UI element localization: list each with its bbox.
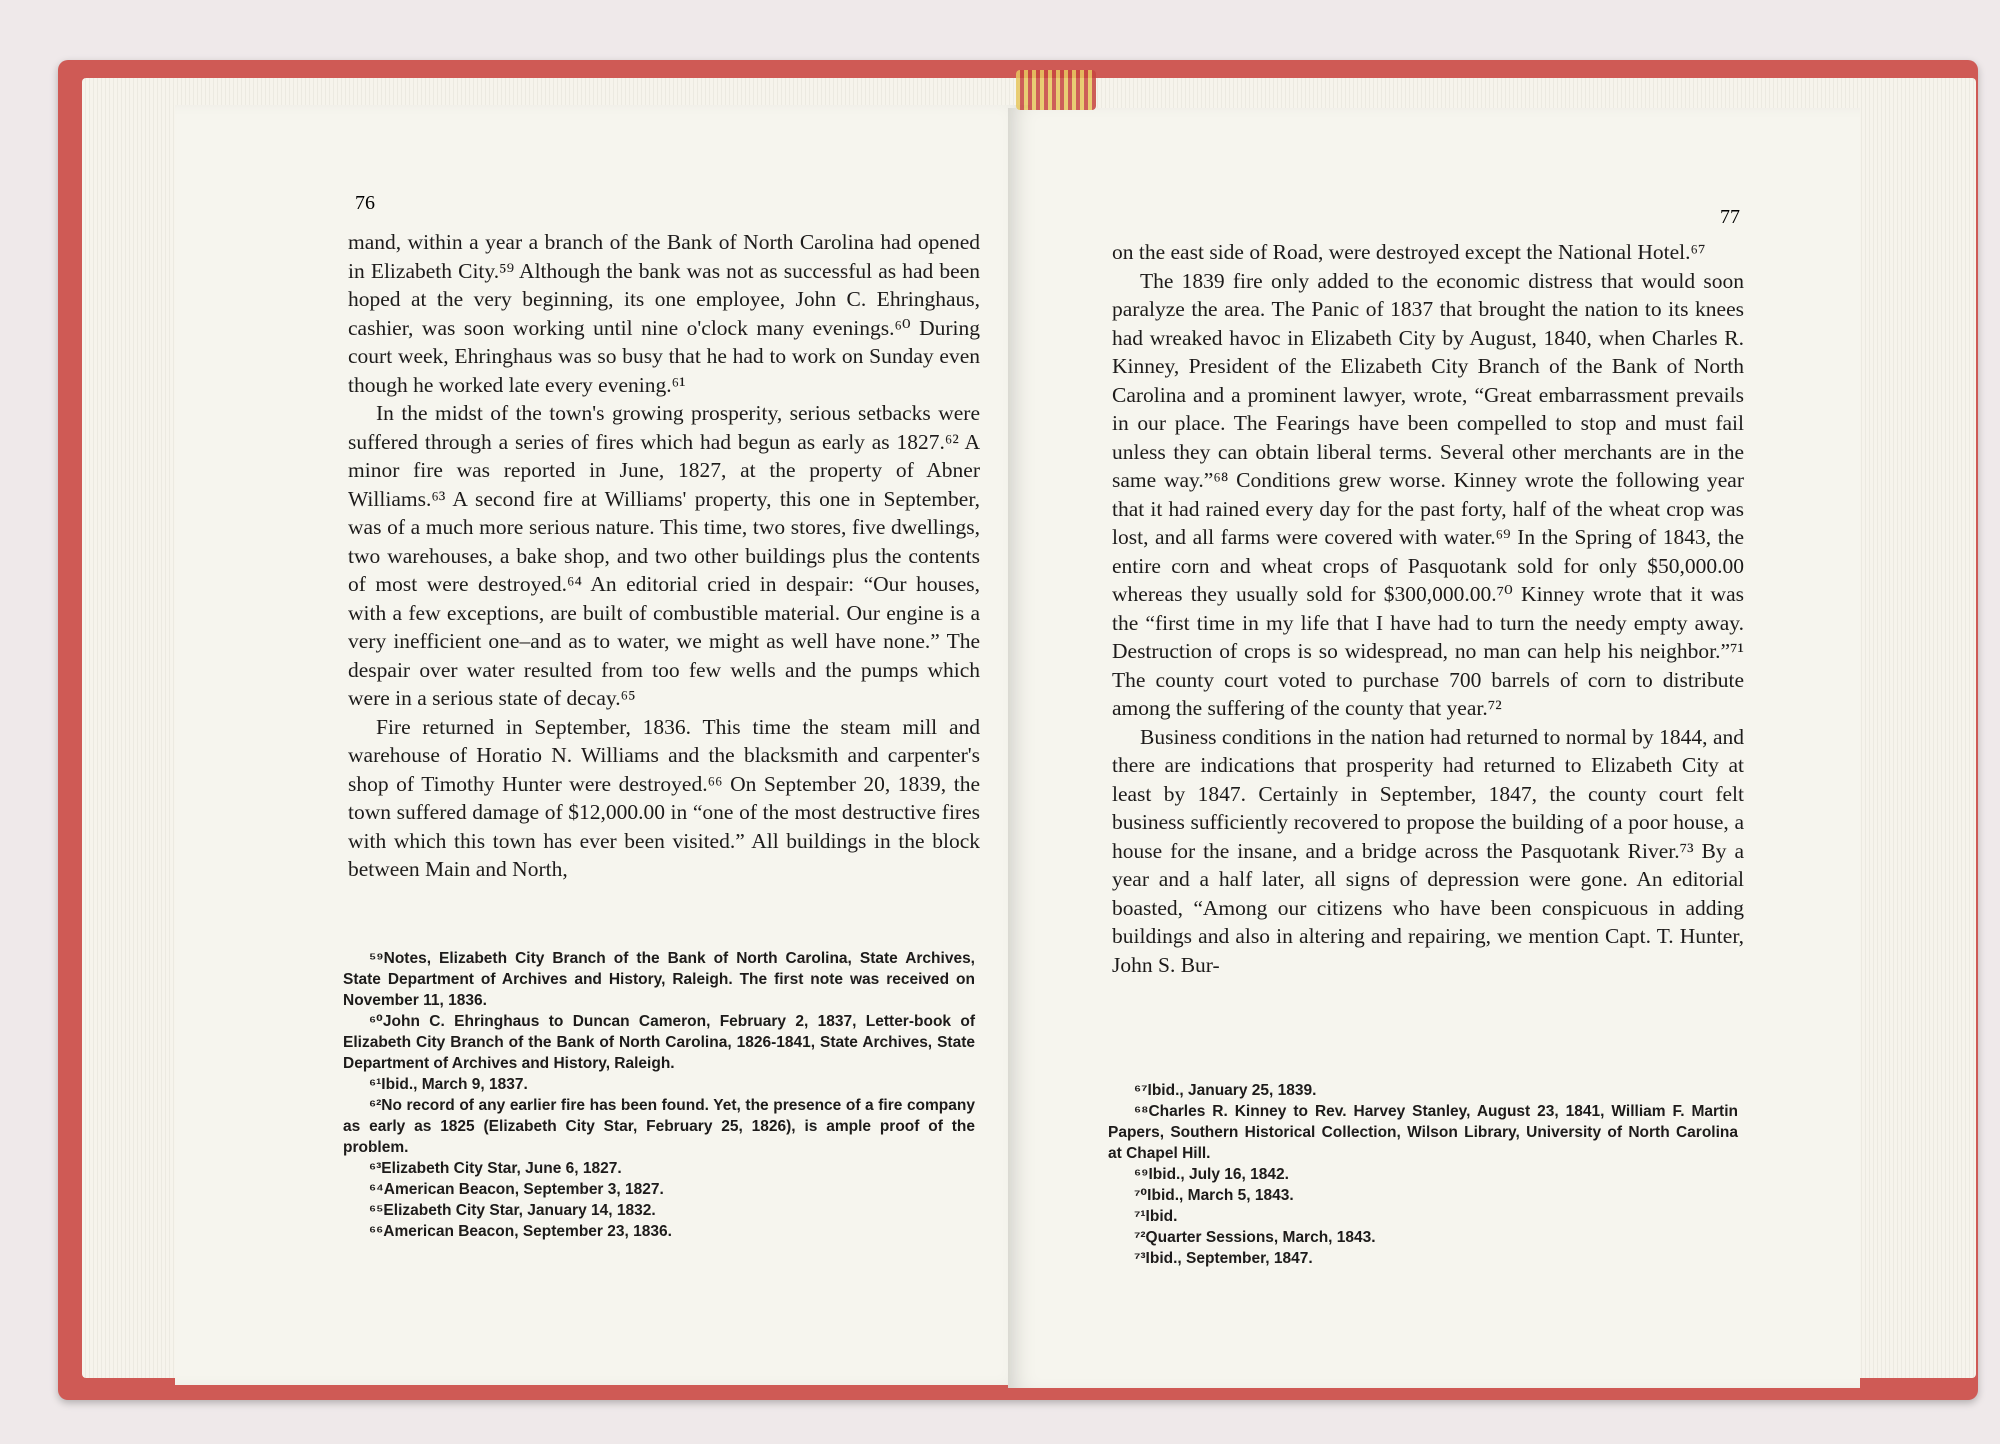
footnote: ⁶⁹Ibid., July 16, 1842.: [1134, 1166, 1289, 1183]
footnote: ⁷²Quarter Sessions, March, 1843.: [1134, 1229, 1376, 1246]
right-page-footnotes: [1108, 1080, 1738, 1269]
footnote: ⁶⁴American Beacon, September 3, 1827.: [369, 1181, 664, 1198]
paragraph: Business conditions in the nation had returned to normal by 1844, and there are indications that prosperity had returned to Elizabeth City at least by 1847. Certainly in September, 1847, the county court felt business sufficiently recovered to propose the building of a poor house, a house for the insane, and a bridge across the Pasquotank River.⁷³ By a year and a half later, all signs of depression were gone. An editorial boasted, “Among our citizens who have been conspicuous in adding buildings and also in altering and repairing, we mention Capt. T. Hunter, John S. Bur-: [1112, 724, 1744, 977]
footnote: ⁶⁶American Beacon, September 23, 1836.: [369, 1223, 672, 1240]
paragraph: on the east side of Road, were destroyed except the National Hotel.⁶⁷: [1112, 240, 1706, 264]
footnote: ⁵⁹Notes, Elizabeth City Branch of the Bank of North Carolina, State Archives, State Department of Archives and History, Raleigh. The first note was received on November 11, 1836.: [343, 950, 975, 1009]
paragraph: mand, within a year a branch of the Bank of North Carolina had opened in Elizabeth City.⁵⁹ Although the bank was not as successful as had been hoped at the very beginning, its one employee, John C. Ehringhaus, cashier, was soon working until nine o'clock many evenings.⁶⁰ During court week, Ehringhaus was so busy that he had to work on Sunday even though he worked late every evening.⁶¹: [348, 230, 980, 397]
spine-headband: [1016, 70, 1096, 110]
page-number-left: 76: [355, 192, 375, 214]
paragraph: In the midst of the town's growing prosperity, serious setbacks were suffered through a series of fires which had begun as early as 1827.⁶² A minor fire was reported in June, 1827, at the property of Abner Williams.⁶³ A second fire at Williams' property, this one in September, was of a much more serious nature. This time, two stores, five dwellings, two warehouses, a bake shop, and two other buildings plus the contents of most were destroyed.⁶⁴ An editorial cried in despair: “Our houses, with a few exceptions, are built of combustible material. Our engine is a very inefficient one–and as to water, we might as well have none.” The despair over water resulted from too few wells and the pumps which were in a serious state of decay.⁶⁵: [348, 401, 980, 710]
footnote: ⁶⁵Elizabeth City Star, January 14, 1832.: [369, 1202, 656, 1219]
footnote: ⁶⁰John C. Ehringhaus to Duncan Cameron, February 2, 1837, Letter-book of Elizabeth City Branch of the Bank of North Carolina, 1826-1841, State Archives, State Department of Archives and History, Raleigh.: [343, 1013, 975, 1072]
left-page-body: [348, 228, 980, 884]
left-page-footnotes: [343, 948, 975, 1242]
footnote: ⁶⁸Charles R. Kinney to Rev. Harvey Stanley, August 23, 1841, William F. Martin Papers, Southern Historical Collection, Wilson Library, University of North Carolina at Chapel Hill.: [1108, 1103, 1738, 1162]
footnote: ⁶¹Ibid., March 9, 1837.: [369, 1076, 528, 1093]
footnote: ⁶²No record of any earlier fire has been found. Yet, the presence of a fire company as early as 1825 (Elizabeth City Star, February 25, 1826), is ample proof of the problem.: [343, 1097, 975, 1156]
footnote: ⁷¹Ibid.: [1134, 1208, 1178, 1225]
paragraph: Fire returned in September, 1836. This time the steam mill and warehouse of Horatio N. Williams and the blacksmith and carpenter's shop of Timothy Hunter were destroyed.⁶⁶ On September 20, 1839, the town suffered damage of $12,000.00 in “one of the most destructive fires with which this town has ever been visited.” All buildings in the block between Main and North,: [348, 714, 980, 881]
footnote: ⁷⁰Ibid., March 5, 1843.: [1134, 1187, 1294, 1204]
footnote: ⁶³Elizabeth City Star, June 6, 1827.: [369, 1160, 622, 1177]
footnote: ⁷³Ibid., September, 1847.: [1134, 1250, 1313, 1267]
paragraph: The 1839 fire only added to the economic distress that would soon paralyze the area. The Panic of 1837 that brought the nation to its knees had wreaked havoc in Elizabeth City by August, 1840, when Charles R. Kinney, President of the Elizabeth City Branch of the Bank of North Carolina and a prominent lawyer, wrote, “Great embarrassment prevails in our place. The Fearings have been compelled to stop and must fail unless they can obtain liberal terms. Several other merchants are in the same way.”⁶⁸ Conditions grew worse. Kinney wrote the following year that it had rained every day for the past forty, half of the wheat crop was lost, and all farms were covered with water.⁶⁹ In the Spring of 1843, the entire corn and wheat crops of Pasquotank sold for only $50,000.00 whereas they usually sold for $300,000.00.⁷⁰ Kinney wrote that it was the “first time in my life that I have had to turn the needy empty away. Destruction of crops is so widespread, no man can help his neighbor.”⁷¹ The county court voted to purchase 700 barrels of corn to distribute among the suffering of the county that year.⁷²: [1112, 268, 1744, 720]
right-page-body: [1112, 238, 1744, 979]
page-number-right: 77: [1720, 206, 1740, 228]
footnote: ⁶⁷Ibid., January 25, 1839.: [1134, 1082, 1317, 1099]
